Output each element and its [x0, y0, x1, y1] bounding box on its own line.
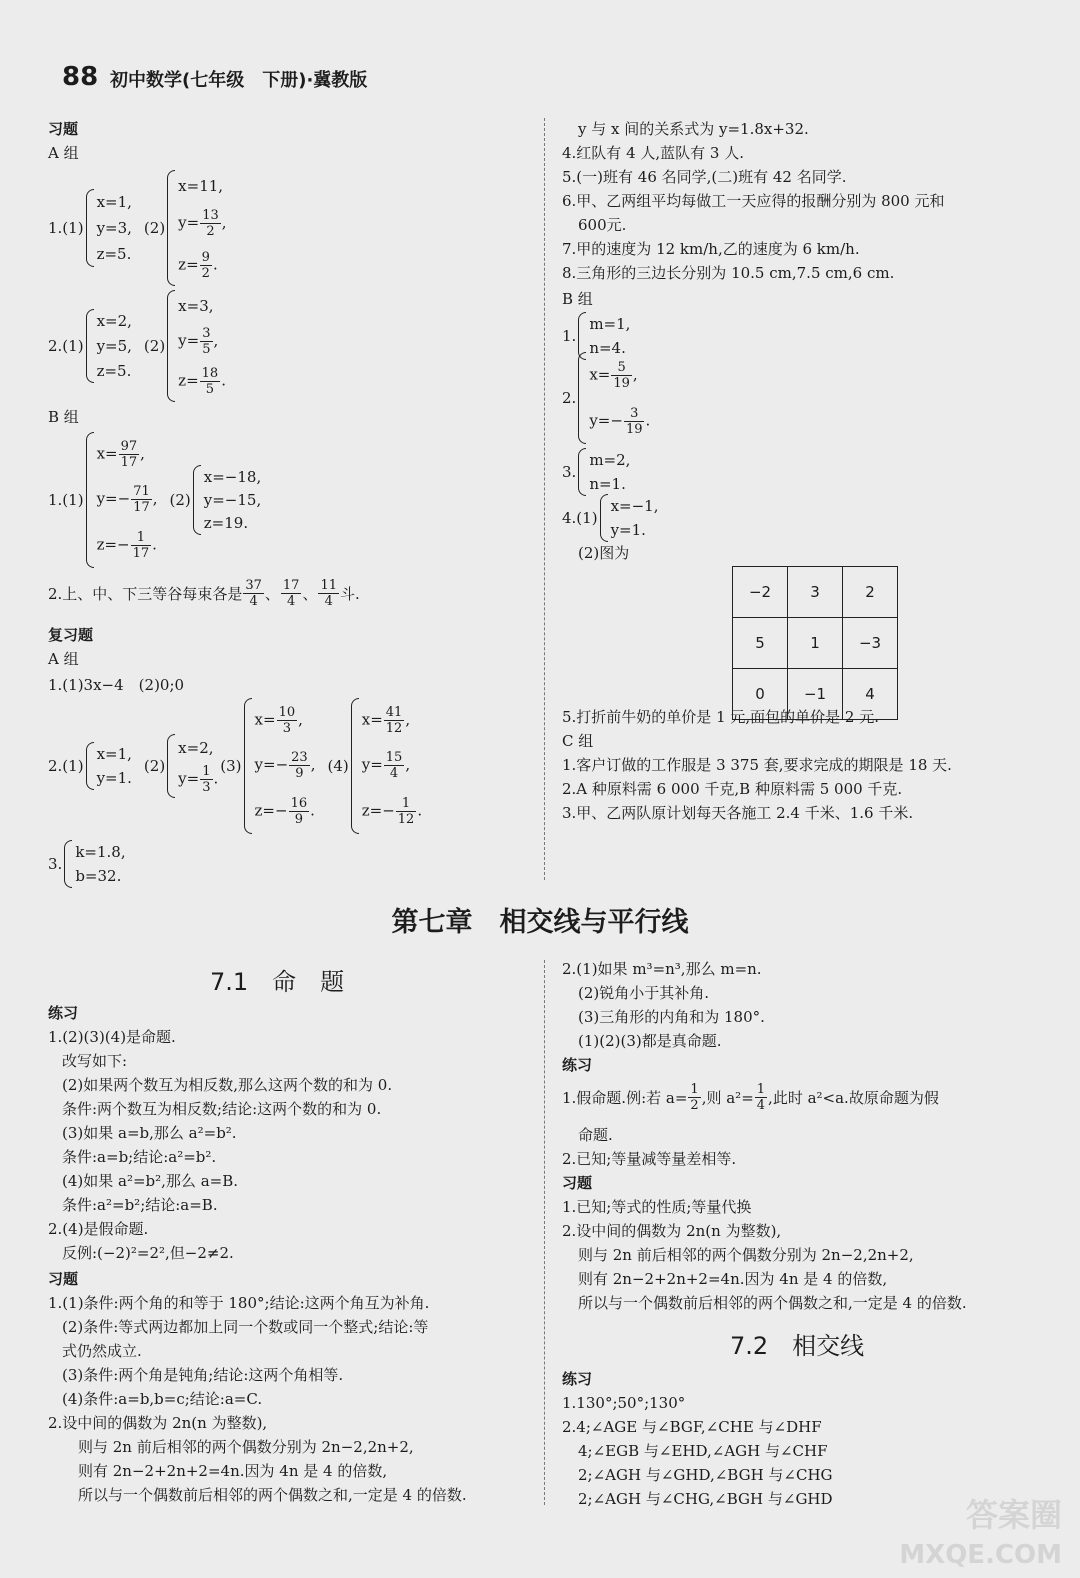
eq: y=− $\frac{71}{17}$ ,	[96, 484, 158, 516]
review-group-a: A 组	[48, 650, 79, 668]
eq: y= $\frac{13}{2}$ ,	[178, 207, 227, 239]
group-b-heading: B 组	[48, 408, 79, 426]
rb3-system	[578, 448, 630, 496]
eq: z=19.	[203, 514, 249, 533]
f2-system-2	[167, 734, 218, 798]
eq: y=1.	[610, 521, 646, 539]
eq: y=−15,	[203, 490, 262, 509]
practice-heading: 练习	[562, 1370, 593, 1388]
text-line: 式仍然成立.	[62, 1342, 142, 1360]
eq: y=1.	[96, 769, 132, 787]
f3-system	[64, 840, 125, 888]
brace	[167, 170, 175, 286]
brace	[86, 742, 94, 790]
eq: x= $\frac{41}{12}$ ,	[361, 705, 411, 737]
right-line: 6.甲、乙两组平均每做工一天应得的报酬分别为 800 元和	[562, 192, 945, 210]
eq: x=1,	[96, 193, 132, 211]
f2-4-label: (4)	[327, 757, 349, 775]
grid-cell: 3	[788, 567, 843, 618]
right-line: 1.客户订做的工作服是 3 375 套,要求完成的期限是 18 天.	[562, 756, 952, 774]
eq: x= $\frac{97}{17}$ ,	[96, 439, 145, 471]
grid-cell: 2	[843, 567, 898, 618]
eq: x=−1,	[610, 497, 659, 515]
q2-label: 2.(1)	[48, 337, 84, 355]
rb2-label: 2.	[562, 389, 577, 407]
q1-label: 1.(1)	[48, 219, 84, 237]
eq: x=2,	[96, 312, 132, 331]
exercise-heading: 习题	[562, 1174, 593, 1192]
q1-system-2	[167, 170, 226, 286]
q1-2-label: (2)	[143, 219, 166, 237]
text-line: 则有 2n−2+2n+2=4n.因为 4n 是 4 的倍数,	[578, 1270, 888, 1288]
grid-row	[733, 618, 898, 669]
q2-system-1	[86, 309, 132, 383]
right-line: 4.红队有 4 人,蓝队有 3 人.	[562, 144, 745, 162]
text-line: (4)条件:a=b,b=c;结论:a=C.	[62, 1390, 263, 1408]
eq: z=5.	[96, 245, 132, 263]
text-line: (4)如果 a²=b²,那么 a=B.	[62, 1172, 238, 1190]
text-line: 则与 2n 前后相邻的两个偶数分别为 2n−2,2n+2,	[578, 1246, 914, 1264]
q2-2-label: (2)	[143, 337, 166, 355]
brace	[578, 448, 586, 496]
text-line: 条件:a=b;结论:a²=b².	[62, 1148, 217, 1166]
b1-label: 1.(1)	[48, 491, 84, 509]
grid-row	[733, 567, 898, 618]
practice-heading: 练习	[48, 1004, 79, 1022]
text-segment: ,此时 a²<a.故原命题为假	[768, 1088, 939, 1107]
rb4-system	[600, 494, 659, 542]
text-line: 条件:a²=b²;结论:a=B.	[62, 1196, 218, 1214]
review-heading: 复习题	[48, 626, 94, 644]
brace	[86, 189, 94, 267]
right-line: 5.打折前牛奶的单价是 1 元,面包的单价是 2 元.	[562, 708, 880, 726]
q1-system-1	[86, 189, 132, 267]
text-line: (2)如果两个数互为相反数,那么这两个数的和为 0.	[62, 1076, 393, 1094]
eq: m=1,	[589, 315, 631, 333]
eq: y=− $\frac{23}{9}$ ,	[254, 750, 316, 782]
text-line: 2;∠AGH 与∠GHD,∠BGH 与∠CHG	[578, 1466, 833, 1484]
b1-2-label: (2)	[169, 491, 191, 509]
right-line: 7.甲的速度为 12 km/h,乙的速度为 6 km/h.	[562, 240, 860, 258]
fraction: $\frac{1}{2}$	[690, 1082, 699, 1113]
text-line: 则有 2n−2+2n+2=4n.因为 4n 是 4 的倍数,	[78, 1462, 388, 1480]
rb2-system	[578, 352, 650, 444]
rb-practice-q1	[562, 1082, 939, 1113]
brace	[64, 840, 72, 888]
exercise-heading: 习题	[48, 120, 79, 138]
text-line: 1.130°;50°;130°	[562, 1394, 686, 1412]
right-line: y 与 x 间的关系式为 y=1.8x+32.	[578, 120, 809, 138]
grid-cell: −2	[733, 567, 788, 618]
grid-cell: 1	[788, 618, 843, 669]
right-group-c: C 组	[562, 732, 594, 750]
text-line: 1.(1)条件:两个角的和等于 180°;结论:这两个角互为补角.	[48, 1294, 430, 1312]
right-line: 8.三角形的三边长分别为 10.5 cm,7.5 cm,6 cm.	[562, 264, 895, 282]
eq: y=3,	[96, 219, 132, 237]
exercise-heading: 习题	[48, 1270, 79, 1288]
text-line: 2.设中间的偶数为 2n(n 为整数),	[562, 1222, 782, 1240]
text-line: (2)锐角小于其补角.	[578, 984, 710, 1002]
b-q2	[48, 578, 360, 609]
text-line: 2.4;∠AGE 与∠BGF,∠CHE 与∠DHF	[562, 1418, 822, 1436]
review-q2	[48, 698, 422, 834]
text-segment: ,则 a²=	[701, 1088, 754, 1107]
magic-square-grid	[732, 566, 898, 720]
text-line: 2;∠AGH 与∠CHG,∠BGH 与∠GHD	[578, 1490, 833, 1508]
fraction: $\frac{37}{4}$	[245, 578, 262, 609]
section-7-1-title: 7.1 命 题	[210, 968, 345, 996]
grid-cell: −3	[843, 618, 898, 669]
eq: x=−18,	[203, 467, 262, 486]
right-group-b: B 组	[562, 290, 593, 308]
text-line: 2.(4)是假命题.	[48, 1220, 149, 1238]
eq: y= $\frac{3}{5}$ ,	[178, 325, 219, 357]
rb4-label: 4.(1)	[562, 509, 598, 527]
eq: x=2,	[178, 738, 214, 757]
rb-q4	[562, 494, 658, 542]
b-q1	[48, 432, 261, 568]
text-segment: 1.假命题.例:若 a=	[562, 1088, 688, 1107]
eq: z= $\frac{9}{2}$ .	[178, 249, 218, 281]
f2-2-label: (2)	[143, 757, 166, 775]
text-line: (3)条件:两个角是钝角;结论:这两个角相等.	[62, 1366, 344, 1384]
watermark-url: MXQE.COM	[899, 1540, 1062, 1570]
b1-system-1	[86, 432, 158, 568]
eq: n=4.	[589, 339, 626, 357]
q2-system-2	[167, 290, 226, 402]
grid-cell: 5	[733, 618, 788, 669]
grid-cell: 4	[843, 669, 898, 720]
text-line: 1.已知;等式的性质;等量代换	[562, 1198, 752, 1216]
eq: m=2,	[589, 451, 631, 469]
eq: z=− $\frac{16}{9}$ .	[254, 795, 315, 827]
eq: y= $\frac{1}{3}$ .	[178, 764, 219, 796]
eq: k=1.8,	[75, 843, 126, 861]
rb-q2	[562, 352, 650, 444]
practice-heading: 练习	[562, 1056, 593, 1074]
eq: z=5.	[96, 361, 132, 380]
grid-cell: 0	[733, 669, 788, 720]
text-line: 4;∠EGB 与∠EHD,∠AGH 与∠CHF	[578, 1442, 828, 1460]
eq: z= $\frac{18}{5}$ .	[178, 366, 226, 398]
right-line: 2.A 种原料需 6 000 千克,B 种原料需 5 000 千克.	[562, 780, 903, 798]
text-line: 改写如下:	[62, 1052, 128, 1070]
b2-suffix: 斗.	[340, 584, 360, 603]
text-line: 所以与一个偶数前后相邻的两个偶数之和,一定是 4 的倍数.	[578, 1294, 967, 1312]
brace	[600, 494, 608, 542]
eq: z=− $\frac{1}{17}$ .	[96, 529, 157, 561]
text-line: (1)(2)(3)都是真命题.	[578, 1032, 722, 1050]
review-q1: 1.(1)3x−4 (2)0;0	[48, 676, 185, 694]
brace	[578, 352, 586, 444]
column-divider-bottom	[544, 960, 545, 1505]
eq: y=− $\frac{3}{19}$ .	[589, 405, 651, 437]
text-line: 命题.	[578, 1126, 613, 1144]
right-line: 5.(一)班有 46 名同学,(二)班有 42 名同学.	[562, 168, 847, 186]
text-line: 所以与一个偶数前后相邻的两个偶数之和,一定是 4 的倍数.	[78, 1486, 467, 1504]
f2-3-label: (3)	[220, 757, 242, 775]
brace	[86, 309, 94, 383]
brace	[167, 290, 175, 402]
eq: z=− $\frac{1}{12}$ .	[361, 795, 423, 827]
separator: 、	[302, 584, 318, 603]
eq: x=1,	[96, 745, 132, 763]
page-number: 88	[62, 62, 99, 92]
rb3-label: 3.	[562, 463, 577, 481]
f3-label: 3.	[48, 855, 63, 873]
separator: 、	[264, 584, 280, 603]
a-q1	[48, 170, 227, 286]
rb-q3	[562, 448, 630, 496]
eq: y= $\frac{15}{4}$ ,	[361, 750, 411, 782]
fraction: $\frac{17}{4}$	[282, 578, 300, 609]
brace	[167, 734, 175, 798]
eq: y=5,	[96, 336, 132, 355]
group-a-heading: A 组	[48, 144, 79, 162]
b1-system-2	[193, 465, 261, 535]
section-7-2-title: 7.2 相交线	[730, 1332, 865, 1360]
text-line: (2)条件:等式两边都加上同一个数或同一个整式;结论:等	[62, 1318, 429, 1336]
brace	[86, 432, 94, 568]
eq: x=3,	[178, 296, 214, 315]
eq: n=1.	[589, 475, 626, 493]
eq: x= $\frac{5}{19}$ ,	[589, 359, 638, 391]
text-line: (3)三角形的内角和为 180°.	[578, 1008, 765, 1026]
text-line: 则与 2n 前后相邻的两个偶数分别为 2n−2,2n+2,	[78, 1438, 414, 1456]
brace	[244, 698, 252, 834]
rb4-part2: (2)图为	[578, 544, 630, 562]
eq: x=11,	[178, 177, 224, 196]
text-line: 反例:(−2)²=2²,但−2≠2.	[62, 1244, 234, 1262]
brace	[193, 465, 201, 535]
column-divider-top	[544, 118, 545, 880]
text-line: 2.设中间的偶数为 2n(n 为整数),	[48, 1414, 268, 1432]
review-q3	[48, 840, 126, 888]
right-line: 600元.	[578, 216, 627, 234]
fraction: $\frac{1}{4}$	[756, 1082, 766, 1113]
f2-system-1	[86, 742, 132, 790]
text-line: 2.已知;等量减等量差相等.	[562, 1150, 737, 1168]
text-line: 1.(2)(3)(4)是命题.	[48, 1028, 176, 1046]
right-line: 3.甲、乙两队原计划每天各施工 2.4 千米、1.6 千米.	[562, 804, 914, 822]
eq: b=32.	[75, 867, 122, 885]
b2-text: 2.上、中、下三等谷每束各是	[48, 584, 243, 603]
f2-system-3	[244, 698, 316, 834]
f2-label: 2.(1)	[48, 757, 84, 775]
watermark-logo: 答案圈	[965, 1496, 1062, 1534]
f2-system-4	[351, 698, 422, 834]
grid-cell: −1	[788, 669, 843, 720]
text-line: (3)如果 a=b,那么 a²=b².	[62, 1124, 237, 1142]
eq: x= $\frac{10}{3}$ ,	[254, 705, 303, 737]
rb1-label: 1.	[562, 327, 577, 345]
book-title: 初中数学(七年级 下册)·冀教版	[110, 70, 368, 91]
chapter-title: 第七章 相交线与平行线	[391, 907, 689, 938]
brace	[351, 698, 359, 834]
a-q2	[48, 290, 226, 402]
text-line: 2.(1)如果 m³=n³,那么 m=n.	[562, 960, 762, 978]
text-line: 条件:两个数互为相反数;结论:这两个数的和为 0.	[62, 1100, 382, 1118]
fraction: $\frac{11}{4}$	[320, 578, 337, 609]
